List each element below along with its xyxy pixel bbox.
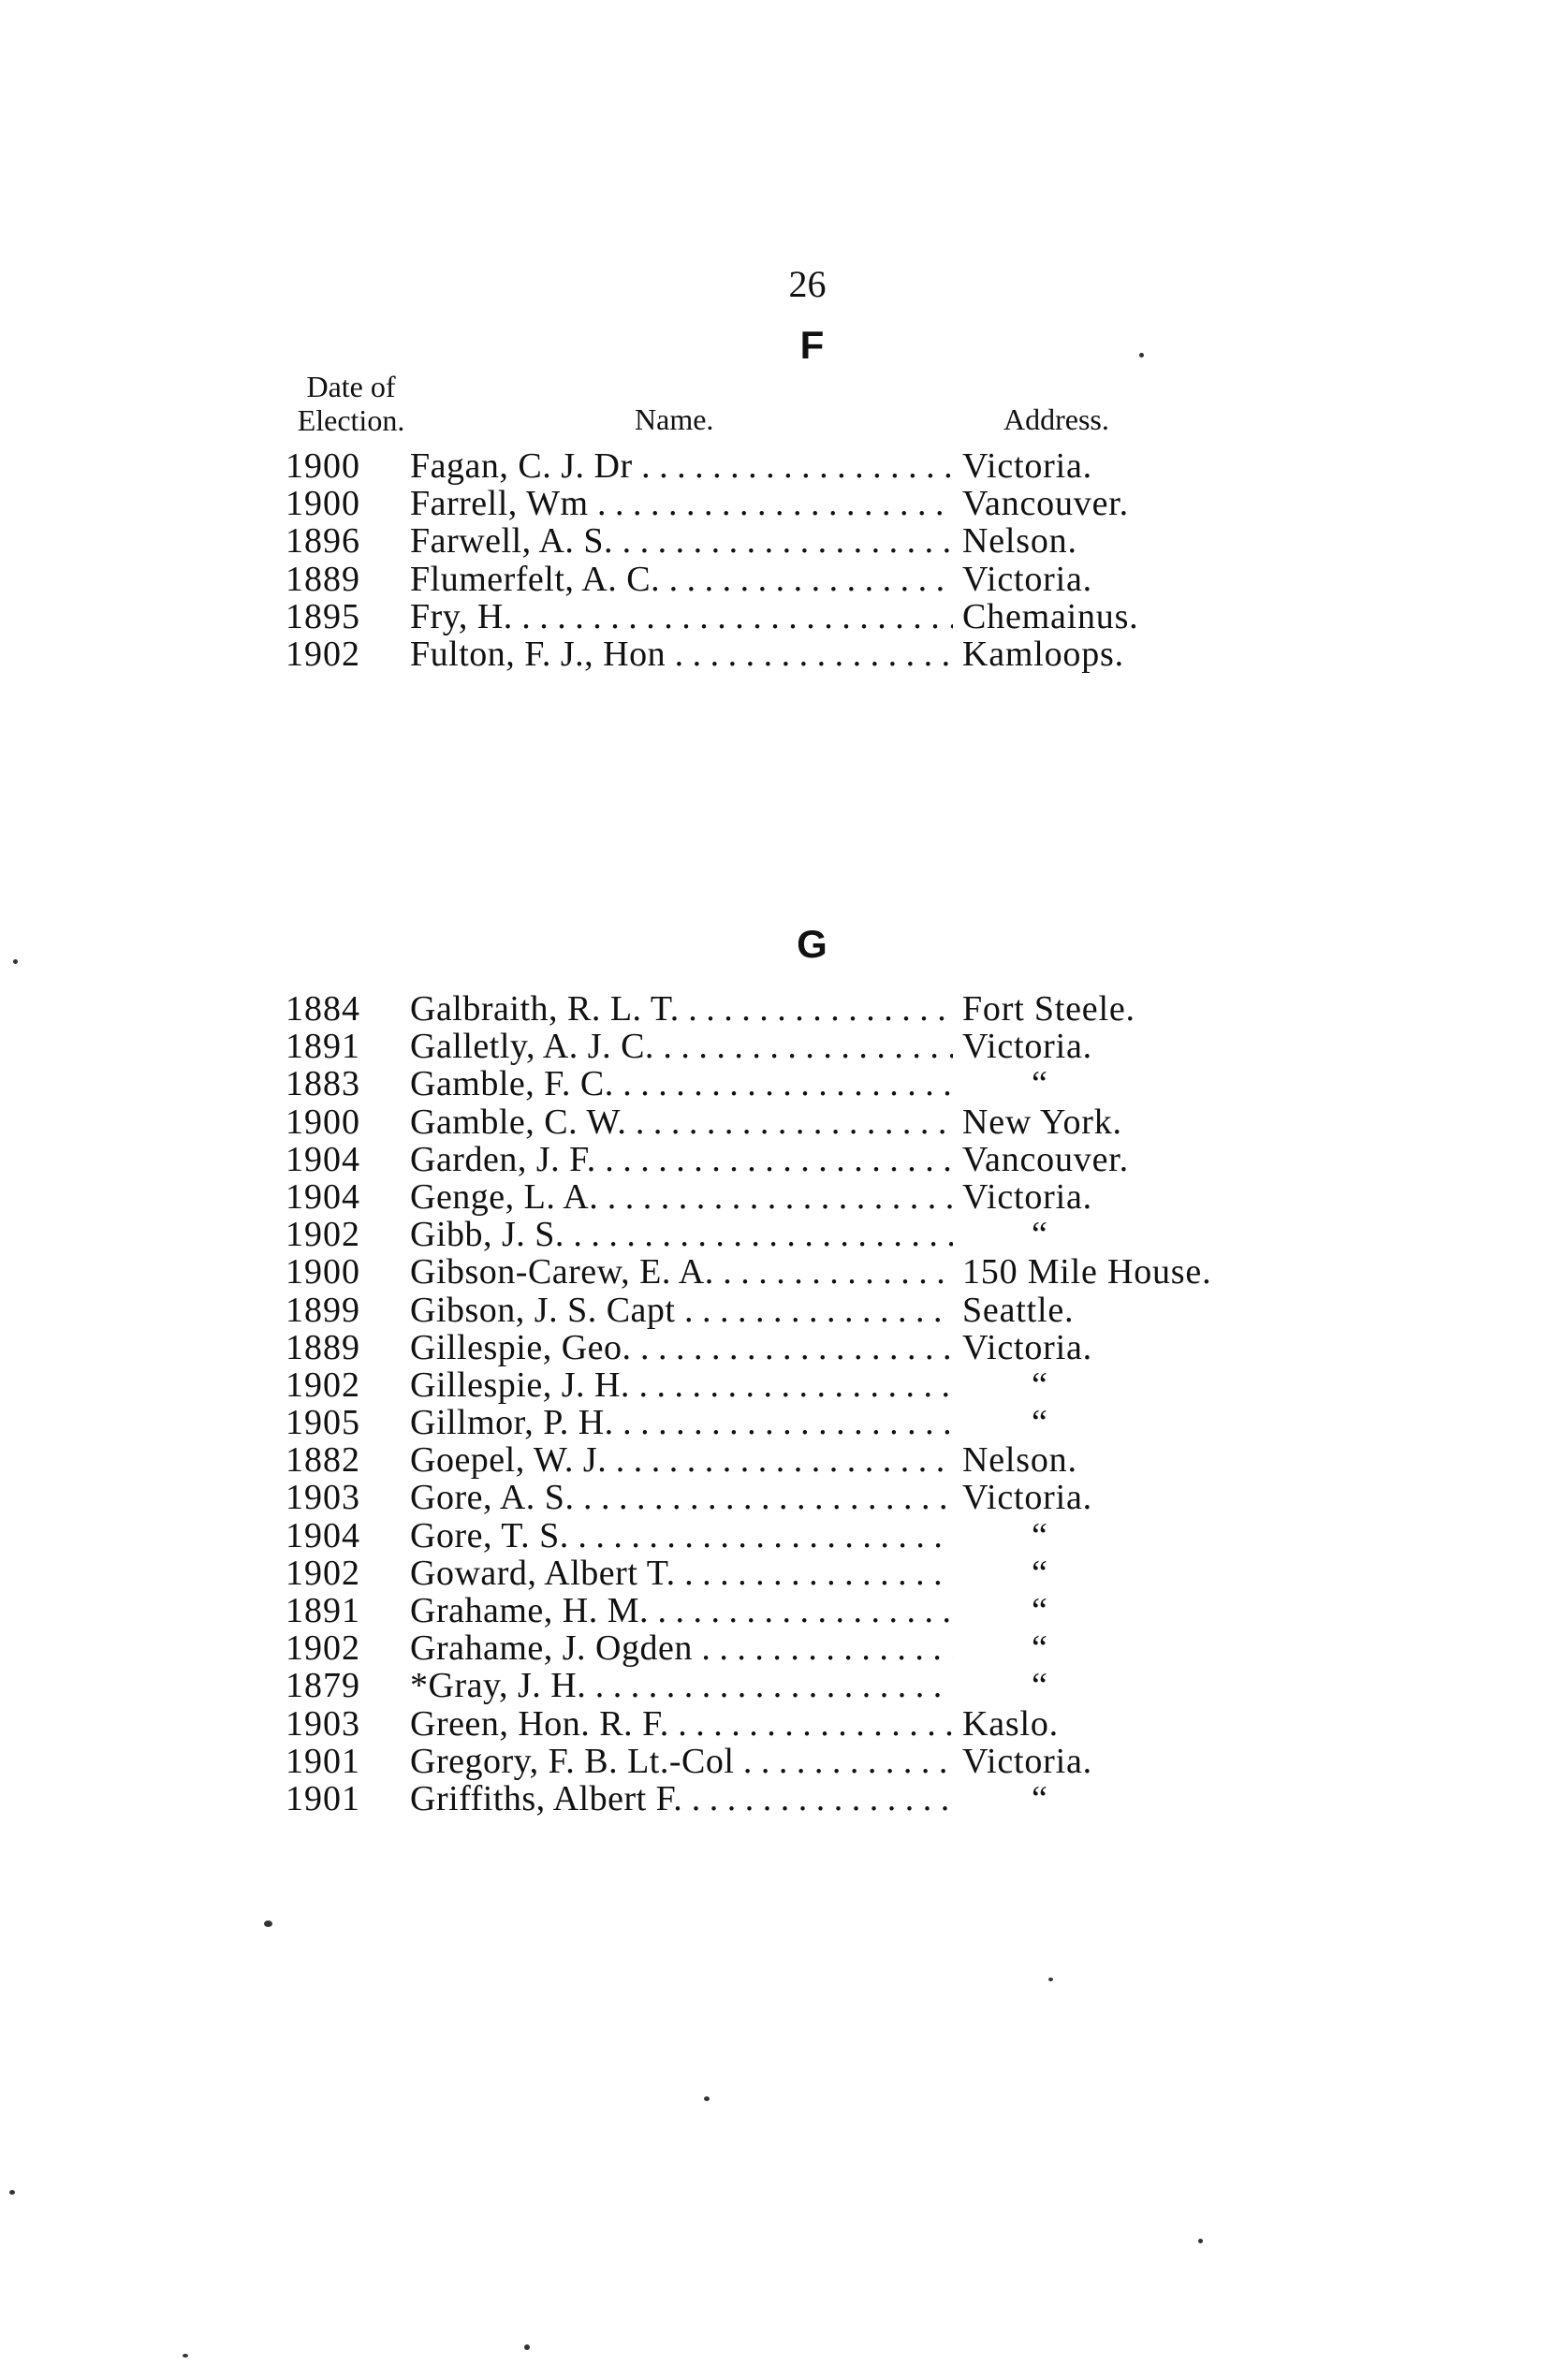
ditto-mark: “: [1032, 1666, 1048, 1706]
member-address: Kamloops.: [962, 634, 1124, 674]
election-year: 1902: [286, 1628, 360, 1669]
member-row: [0, 1629, 1567, 1667]
election-year: 1904: [286, 1176, 360, 1217]
member-address: Kaslo.: [962, 1703, 1059, 1744]
scan-speck: [1198, 2239, 1203, 2243]
member-row: [0, 1780, 1567, 1818]
member-name: Griffiths, Albert F. . . .: [410, 1780, 953, 1818]
member-name: Galbraith, R. L. T. . . .: [410, 990, 953, 1028]
member-row: [0, 1705, 1567, 1743]
ditto-mark: “: [1032, 1778, 1048, 1818]
member-address: Seattle.: [962, 1290, 1075, 1330]
member-name: Fulton, F. J., Hon . . .: [410, 635, 953, 673]
section-letter-f: F: [799, 323, 825, 367]
member-name: Genge, L. A. . . .: [410, 1178, 953, 1216]
member-name: Gibson-Carew, E. A. . . .: [410, 1253, 953, 1291]
member-name: Fagan, C. J. Dr . . .: [410, 447, 953, 485]
member-row: [0, 447, 1567, 485]
election-year: 1902: [286, 1215, 360, 1255]
member-name: Gamble, C. W. . . .: [410, 1103, 953, 1141]
member-name: Gamble, F. C. . . .: [410, 1065, 953, 1102]
election-year: 1895: [286, 596, 360, 636]
member-name: *Gray, J. H. . . .: [410, 1667, 953, 1704]
member-address: Victoria.: [962, 559, 1092, 599]
member-name: Farrell, Wm . . .: [410, 485, 953, 522]
member-row: [0, 1292, 1567, 1329]
member-row: [0, 1103, 1567, 1141]
election-year: 1903: [286, 1478, 360, 1518]
election-year: 1889: [286, 559, 360, 599]
election-year: 1882: [286, 1440, 360, 1481]
member-address: Victoria.: [962, 446, 1092, 486]
member-row: [0, 1028, 1567, 1065]
member-name: Garden, J. F. . . .: [410, 1141, 953, 1178]
member-row: [0, 522, 1567, 560]
scan-speck: [1048, 1978, 1053, 1981]
election-year: 1902: [286, 634, 360, 674]
column-header-date-of-election: Date of Election.: [297, 370, 405, 437]
member-row: [0, 598, 1567, 635]
member-name: Goward, Albert T. . . .: [410, 1555, 953, 1592]
member-row: [0, 635, 1567, 673]
member-row: [0, 1441, 1567, 1479]
member-row: [0, 1479, 1567, 1516]
scan-speck: [183, 2354, 188, 2358]
member-row: [0, 1329, 1567, 1366]
member-name: Gore, T. S. . . .: [410, 1517, 953, 1555]
member-row: [0, 1555, 1567, 1592]
member-address: 150 Mile House.: [962, 1252, 1212, 1292]
member-row: [0, 561, 1567, 598]
election-year: 1891: [286, 1027, 360, 1067]
page-number: 26: [788, 263, 827, 305]
member-name: Flumerfelt, A. C. . . .: [410, 561, 953, 598]
member-address: Nelson.: [962, 1440, 1077, 1481]
member-name: Gregory, F. B. Lt.-Col . . .: [410, 1743, 953, 1780]
election-year: 1896: [286, 521, 360, 562]
member-row: [0, 1743, 1567, 1780]
member-name: Gibb, J. S. . . .: [410, 1216, 953, 1253]
election-year: 1905: [286, 1403, 360, 1443]
member-name: Galletly, A. J. C. . . .: [410, 1028, 953, 1065]
ditto-mark: “: [1032, 1591, 1048, 1630]
member-name: Grahame, H. M. . . .: [410, 1592, 953, 1629]
member-name: Goepel, W. J. . . .: [410, 1441, 953, 1479]
scan-speck: [9, 2190, 15, 2195]
member-list-g: [0, 990, 1567, 1818]
member-address: Chemainus.: [962, 596, 1139, 636]
member-row: [0, 1178, 1567, 1216]
election-year: 1902: [286, 1365, 360, 1405]
member-address: Vancouver.: [962, 484, 1129, 524]
scan-speck: [13, 959, 18, 964]
election-year: 1904: [286, 1139, 360, 1179]
member-address: Vancouver.: [962, 1139, 1129, 1179]
member-name: Gibson, J. S. Capt . . .: [410, 1292, 953, 1329]
section-letter-g: G: [797, 922, 827, 966]
member-address: Victoria.: [962, 1327, 1092, 1367]
ditto-mark: “: [1032, 1515, 1048, 1555]
election-year: 1879: [286, 1666, 360, 1706]
election-year: 1899: [286, 1290, 360, 1330]
scan-speck: [704, 2096, 710, 2101]
ditto-mark: “: [1032, 1403, 1048, 1443]
election-year: 1889: [286, 1327, 360, 1367]
member-address: Victoria.: [962, 1741, 1092, 1781]
election-year: 1903: [286, 1703, 360, 1744]
member-name: Grahame, J. Ogden . . .: [410, 1629, 953, 1667]
member-row: [0, 1592, 1567, 1629]
member-row: [0, 1065, 1567, 1102]
member-address: Victoria.: [962, 1176, 1092, 1217]
election-year: 1883: [286, 1064, 360, 1104]
member-name: Gillespie, Geo. . . .: [410, 1329, 953, 1366]
member-row: [0, 1141, 1567, 1178]
member-row: [0, 485, 1567, 522]
member-row: [0, 1517, 1567, 1555]
member-address: Victoria.: [962, 1027, 1092, 1067]
member-name: Green, Hon. R. F. . . .: [410, 1705, 953, 1743]
election-year: 1900: [286, 1102, 360, 1142]
column-header-name: Name.: [635, 402, 714, 436]
ditto-mark: “: [1032, 1365, 1048, 1405]
member-address: Fort Steele.: [962, 989, 1135, 1029]
member-name: Gillmor, P. H. . . .: [410, 1404, 953, 1441]
member-name: Farwell, A. S. . . .: [410, 522, 953, 560]
election-year: 1891: [286, 1591, 360, 1630]
member-row: [0, 1404, 1567, 1441]
scan-speck: [524, 2344, 530, 2350]
scan-speck: [1139, 353, 1144, 358]
ditto-mark: “: [1032, 1553, 1048, 1593]
election-year: 1901: [286, 1778, 360, 1818]
member-address: New York.: [962, 1102, 1122, 1142]
election-year: 1900: [286, 446, 360, 486]
member-name: Fry, H. . . .: [410, 598, 953, 635]
member-name: Gore, A. S. . . .: [410, 1479, 953, 1516]
election-year: 1902: [286, 1553, 360, 1593]
member-row: [0, 1216, 1567, 1253]
column-header-address: Address.: [1003, 402, 1109, 436]
election-year: 1901: [286, 1741, 360, 1781]
scan-speck: [264, 1920, 272, 1927]
member-row: [0, 1366, 1567, 1404]
election-year: 1900: [286, 484, 360, 524]
election-year: 1884: [286, 989, 360, 1029]
member-name: Gillespie, J. H. . . .: [410, 1366, 953, 1404]
member-address: Nelson.: [962, 521, 1077, 562]
ditto-mark: “: [1032, 1215, 1048, 1255]
ditto-mark: “: [1032, 1064, 1048, 1104]
member-row: [0, 1667, 1567, 1704]
member-address: Victoria.: [962, 1478, 1092, 1518]
election-year: 1904: [286, 1515, 360, 1555]
election-year: 1900: [286, 1252, 360, 1292]
member-row: [0, 990, 1567, 1028]
ditto-mark: “: [1032, 1628, 1048, 1669]
member-row: [0, 1253, 1567, 1291]
member-list-f: [0, 447, 1567, 673]
